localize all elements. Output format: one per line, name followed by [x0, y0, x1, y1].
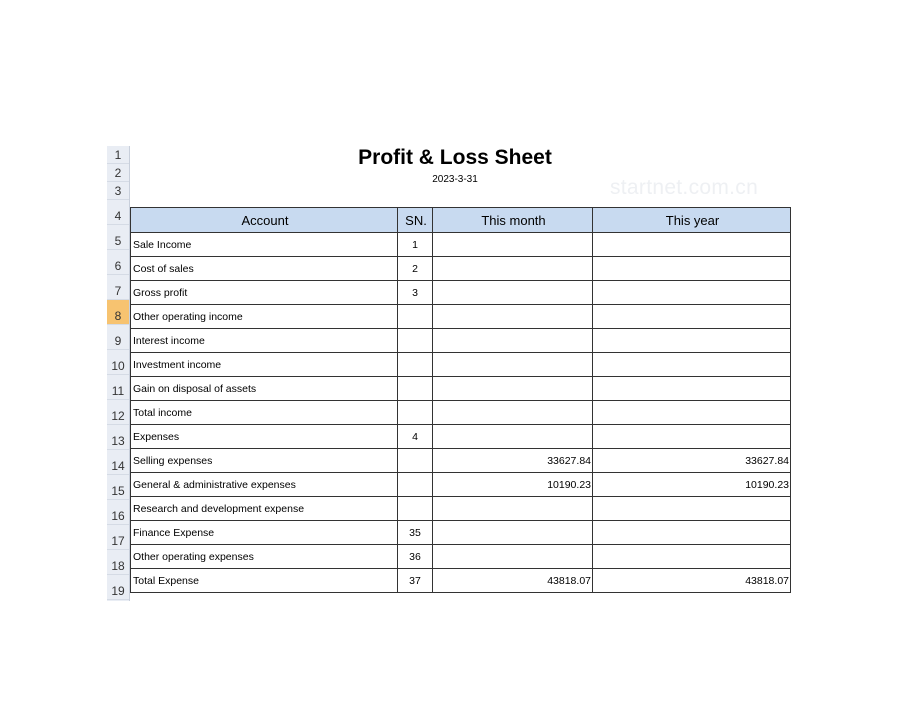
row-header[interactable]: 9 — [107, 325, 129, 350]
table-row — [131, 569, 791, 593]
table-row — [131, 377, 791, 401]
cell-this-year[interactable] — [593, 305, 791, 329]
cell-this-month[interactable]: 43818.07 — [433, 569, 593, 593]
title-block — [130, 146, 779, 207]
cell-sn[interactable] — [398, 497, 433, 521]
row-header[interactable]: 11 — [107, 375, 129, 400]
table-row — [131, 305, 791, 329]
cell-this-year[interactable]: 10190.23 — [593, 473, 791, 497]
cell-this-year[interactable] — [593, 257, 791, 281]
cell-this-month[interactable] — [433, 281, 593, 305]
cell-account[interactable]: Investment income — [131, 353, 398, 377]
row-header[interactable]: 8 — [107, 300, 129, 325]
table-row — [131, 257, 791, 281]
cell-this-month[interactable] — [433, 545, 593, 569]
table-row — [131, 473, 791, 497]
cell-account[interactable]: Research and development expense — [131, 497, 398, 521]
cell-sn[interactable] — [398, 329, 433, 353]
cell-account[interactable]: Gross profit — [131, 281, 398, 305]
row-header[interactable]: 16 — [107, 500, 129, 525]
cell-this-month[interactable] — [433, 497, 593, 521]
cell-this-month[interactable] — [433, 233, 593, 257]
table-row — [131, 281, 791, 305]
cell-sn[interactable]: 35 — [398, 521, 433, 545]
cell-account[interactable]: Selling expenses — [131, 449, 398, 473]
table-row — [131, 449, 791, 473]
row-header[interactable]: 5 — [107, 225, 129, 250]
cell-this-year[interactable] — [593, 353, 791, 377]
col-header-this-year[interactable]: This year — [593, 208, 791, 233]
row-header[interactable]: 18 — [107, 550, 129, 575]
cell-sn[interactable] — [398, 473, 433, 497]
cell-this-month[interactable] — [433, 377, 593, 401]
cell-account[interactable]: Total Expense — [131, 569, 398, 593]
cell-sn[interactable]: 37 — [398, 569, 433, 593]
table-row — [131, 353, 791, 377]
col-header-account[interactable]: Account — [131, 208, 398, 233]
cell-this-year[interactable] — [593, 521, 791, 545]
cell-this-year[interactable] — [593, 281, 791, 305]
col-header-sn[interactable]: SN. — [398, 208, 433, 233]
cell-sn[interactable]: 4 — [398, 425, 433, 449]
cell-this-month[interactable] — [433, 329, 593, 353]
cell-this-year[interactable] — [593, 545, 791, 569]
cell-sn[interactable]: 2 — [398, 257, 433, 281]
cell-this-year[interactable] — [593, 233, 791, 257]
table-row — [131, 329, 791, 353]
row-header[interactable]: 6 — [107, 250, 129, 275]
row-header[interactable]: 2 — [107, 164, 129, 182]
cell-account[interactable]: General & administrative expenses — [131, 473, 398, 497]
cell-this-month[interactable]: 10190.23 — [433, 473, 593, 497]
cell-this-year[interactable] — [593, 401, 791, 425]
cell-this-month[interactable] — [433, 353, 593, 377]
cell-sn[interactable] — [398, 353, 433, 377]
table-row — [131, 545, 791, 569]
cell-this-year[interactable] — [593, 425, 791, 449]
cell-account[interactable]: Gain on disposal of assets — [131, 377, 398, 401]
cell-account[interactable]: Other operating income — [131, 305, 398, 329]
row-header-column — [107, 146, 130, 601]
cell-this-year[interactable]: 33627.84 — [593, 449, 791, 473]
row-header[interactable]: 10 — [107, 350, 129, 375]
table-row — [131, 401, 791, 425]
table-row — [131, 497, 791, 521]
table-row — [131, 521, 791, 545]
col-header-this-month[interactable]: This month — [433, 208, 593, 233]
cell-sn[interactable] — [398, 449, 433, 473]
cell-this-month[interactable]: 33627.84 — [433, 449, 593, 473]
cell-account[interactable]: Finance Expense — [131, 521, 398, 545]
cell-account[interactable]: Cost of sales — [131, 257, 398, 281]
cell-this-year[interactable] — [593, 497, 791, 521]
pl-table — [130, 207, 791, 593]
cell-this-month[interactable] — [433, 425, 593, 449]
sheet-title[interactable]: Profit & Loss Sheet — [358, 146, 552, 169]
row-header[interactable]: 17 — [107, 525, 129, 550]
row-header[interactable]: 15 — [107, 475, 129, 500]
row-header[interactable]: 4 — [107, 200, 129, 225]
cell-this-year[interactable] — [593, 377, 791, 401]
row-header[interactable]: 1 — [107, 146, 129, 164]
cell-account[interactable]: Other operating expenses — [131, 545, 398, 569]
sheet-date[interactable]: 2023-3-31 — [432, 174, 478, 185]
spreadsheet — [107, 146, 789, 601]
header-row — [131, 208, 791, 233]
cell-account[interactable]: Sale Income — [131, 233, 398, 257]
cell-this-month[interactable] — [433, 305, 593, 329]
row-header[interactable]: 14 — [107, 450, 129, 475]
table-row — [131, 425, 791, 449]
row-header[interactable]: 13 — [107, 425, 129, 450]
watermark: startnet.com.cn — [610, 176, 759, 199]
row-header[interactable]: 12 — [107, 400, 129, 425]
cell-this-month[interactable] — [433, 401, 593, 425]
table-row — [131, 233, 791, 257]
row-header[interactable]: 3 — [107, 182, 129, 200]
cell-this-month[interactable] — [433, 521, 593, 545]
cell-this-month[interactable] — [433, 257, 593, 281]
cell-sn[interactable] — [398, 401, 433, 425]
row-header[interactable]: 19 — [107, 575, 129, 600]
cell-sn[interactable]: 36 — [398, 545, 433, 569]
cell-account[interactable]: Total income — [131, 401, 398, 425]
cell-sn[interactable]: 1 — [398, 233, 433, 257]
cell-sn[interactable]: 3 — [398, 281, 433, 305]
cell-account[interactable]: Interest income — [131, 329, 398, 353]
row-header[interactable]: 7 — [107, 275, 129, 300]
cell-account[interactable]: Expenses — [131, 425, 398, 449]
cell-this-year[interactable]: 43818.07 — [593, 569, 791, 593]
cell-this-year[interactable] — [593, 329, 791, 353]
cell-sn[interactable] — [398, 305, 433, 329]
cell-sn[interactable] — [398, 377, 433, 401]
